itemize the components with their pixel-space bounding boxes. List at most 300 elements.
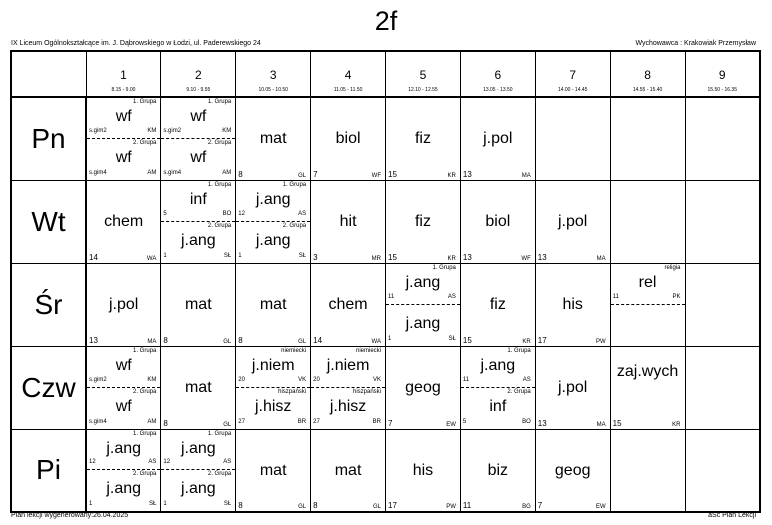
subject-name: j.ang <box>106 439 142 457</box>
subject-name: j.ang <box>405 273 441 291</box>
lesson <box>87 264 160 346</box>
subject-name: mat <box>334 461 362 479</box>
teacher-code: KR <box>447 172 456 179</box>
teacher-code: BR <box>372 418 381 425</box>
subject-name: j.pol <box>558 378 588 396</box>
subject-name: j.pol <box>483 130 513 147</box>
lesson-cell[interactable] <box>610 263 685 346</box>
teacher-code: WA <box>146 255 157 262</box>
period-time: 15.50 - 16.35 <box>707 87 737 93</box>
period-header <box>386 51 461 97</box>
room-number: 11 <box>462 501 472 510</box>
lesson-cell[interactable] <box>86 429 161 512</box>
app-brand: aSc Plan Lekcji <box>708 512 756 519</box>
group-label: religia <box>664 264 681 271</box>
group-lesson-top[interactable] <box>461 347 535 388</box>
lesson-cell[interactable] <box>386 263 461 346</box>
lesson-cell[interactable] <box>311 263 386 346</box>
group-label: 2. Grupa <box>207 222 232 229</box>
lesson <box>236 264 310 346</box>
lesson <box>461 98 535 180</box>
split-lesson <box>87 347 160 429</box>
day-row <box>11 180 760 263</box>
teacher-code: KM <box>147 376 157 383</box>
lesson <box>611 347 685 429</box>
lesson <box>461 181 535 263</box>
room-number: 1 <box>238 252 242 259</box>
teacher-code: WF <box>371 172 381 179</box>
room-number: 13 <box>537 252 547 262</box>
room-number: s.gim4 <box>163 169 182 176</box>
lesson <box>87 181 160 263</box>
room-number: 11 <box>612 293 619 300</box>
lesson-cell[interactable] <box>161 346 236 429</box>
period-number: 7 <box>569 68 577 82</box>
day-row <box>11 263 760 346</box>
room-number: 11 <box>462 376 470 383</box>
empty-cell <box>535 97 610 180</box>
group-label: 1. Grupa <box>207 99 232 105</box>
room-number: s.gim2 <box>89 127 107 134</box>
group-lesson-top[interactable] <box>311 347 385 388</box>
day-name: Czw <box>11 346 86 429</box>
day-row <box>11 429 760 512</box>
subject-name: j.niem <box>251 356 295 374</box>
period-time: 9.10 - 9.55 <box>186 87 211 93</box>
subject-name: wf <box>115 356 132 374</box>
group-label: 1. Grupa <box>133 99 157 105</box>
group-lesson-top[interactable] <box>611 264 685 305</box>
room-number: 13 <box>462 252 472 262</box>
room-number: 12 <box>238 210 245 217</box>
lesson-cell[interactable] <box>161 180 236 263</box>
subject-name: chem <box>104 212 144 230</box>
teacher-code: GL <box>298 172 307 179</box>
group-label: 2. Grupa <box>282 222 307 229</box>
period-time: 13.05 - 13.50 <box>483 87 513 93</box>
subject-name: biol <box>335 130 361 147</box>
empty-cell <box>610 429 685 512</box>
subject-name: mat <box>259 130 287 147</box>
group-label: hiszpański <box>278 388 307 395</box>
group-label: niemiecki <box>355 347 381 354</box>
empty-cell <box>685 429 760 512</box>
empty-cell <box>610 97 685 180</box>
teacher-code: PW <box>446 504 456 510</box>
group-label: niemiecki <box>281 347 307 354</box>
subject-name: j.hisz <box>254 397 292 415</box>
school-name: IX Liceum Ogólnokształcące im. J. Dąbrowskiego w Łodzi, ul. Paderewskiego 24 <box>11 40 261 47</box>
split-lesson <box>236 347 310 429</box>
day-name: Pn <box>11 97 86 180</box>
lesson <box>161 264 235 346</box>
day-name: Wt <box>11 180 86 263</box>
lesson-cell[interactable] <box>386 180 461 263</box>
empty-cell <box>610 180 685 263</box>
day-row <box>11 346 760 429</box>
room-number: 8 <box>163 335 168 345</box>
group-label: 1. Grupa <box>207 181 232 188</box>
subject-name: his <box>412 461 434 479</box>
lesson-cell[interactable] <box>236 97 311 180</box>
group-lesson-top[interactable] <box>161 181 235 222</box>
room-number: 27 <box>313 418 320 425</box>
split-lesson <box>236 181 310 263</box>
group-label: 1. Grupa <box>207 430 232 437</box>
room-number: 20 <box>313 376 320 383</box>
period-time: 12.10 - 12.55 <box>408 87 438 93</box>
split-lesson <box>87 98 160 180</box>
period-number: 4 <box>344 68 352 82</box>
teacher-code: SŁ <box>223 501 232 507</box>
room-number: 14 <box>89 252 98 262</box>
room-number: s.gim4 <box>89 169 107 176</box>
group-label: 2. Grupa <box>133 471 157 478</box>
group-lesson-bottom[interactable] <box>87 388 160 429</box>
room-number: s.gim2 <box>163 127 182 134</box>
lesson <box>311 264 385 346</box>
teacher-code: PW <box>595 338 606 345</box>
subject-name: wf <box>115 397 132 415</box>
subject-name: j.ang <box>255 231 291 249</box>
teacher-code: MR <box>371 255 381 262</box>
lesson-cell[interactable] <box>161 429 236 512</box>
teacher-code: AM <box>147 418 157 425</box>
group-lesson-bottom[interactable] <box>311 388 385 429</box>
day-name: Śr <box>11 263 86 346</box>
group-lesson-top[interactable] <box>161 98 235 139</box>
lesson <box>311 98 385 180</box>
lesson <box>386 347 460 429</box>
period-header <box>535 51 610 97</box>
subject-name: j.niem <box>326 356 370 374</box>
lesson-cell[interactable] <box>161 97 236 180</box>
subject-name: j.pol <box>109 295 139 313</box>
lesson-cell[interactable] <box>386 346 461 429</box>
period-header <box>610 51 685 97</box>
group-lesson-top[interactable] <box>87 98 160 139</box>
group-label: 2. Grupa <box>207 471 232 478</box>
group-label: 2. Grupa <box>133 139 157 146</box>
lesson-cell[interactable] <box>236 429 311 512</box>
room-number: 8 <box>238 501 243 510</box>
lesson-cell[interactable] <box>460 97 535 180</box>
teacher-code: AS <box>298 210 307 217</box>
period-header <box>161 51 236 97</box>
period-header <box>460 51 535 97</box>
lesson-cell[interactable] <box>236 346 311 429</box>
empty-cell <box>685 263 760 346</box>
subject-name: j.ang <box>480 356 516 374</box>
subject-name: mat <box>184 378 212 396</box>
room-number: 20 <box>238 376 245 383</box>
group-label: 2. Grupa <box>507 388 531 395</box>
lesson-cell[interactable] <box>86 97 161 180</box>
lesson <box>386 181 460 263</box>
lesson <box>536 430 610 512</box>
room-number: s.gim2 <box>89 376 107 383</box>
lesson-cell[interactable] <box>311 180 386 263</box>
teacher-code: BR <box>297 418 307 425</box>
teacher-code: EW <box>595 504 606 510</box>
teacher-code: WF <box>521 255 531 262</box>
split-lesson <box>161 430 235 512</box>
teacher-code: VK <box>298 376 307 383</box>
lesson-cell[interactable] <box>311 429 386 512</box>
teacher-code: SŁ <box>448 335 456 342</box>
teacher-code: AS <box>447 293 456 300</box>
subject-name: geog <box>405 378 441 396</box>
teacher-code: MA <box>596 255 606 262</box>
subject-name: fiz <box>414 212 431 230</box>
subject-name: mat <box>259 295 287 313</box>
subject-name: wf <box>115 108 132 125</box>
period-number: 5 <box>419 68 427 82</box>
room-number: 7 <box>388 418 393 428</box>
teacher-code: KM <box>147 127 157 134</box>
subject-name: chem <box>328 295 368 313</box>
lesson <box>536 181 610 263</box>
subject-name: mat <box>259 461 287 479</box>
lesson-cell[interactable] <box>86 263 161 346</box>
group-lesson-bottom[interactable] <box>461 388 535 429</box>
group-lesson-top[interactable] <box>87 347 160 388</box>
day-name: Pi <box>11 429 86 512</box>
room-number: 3 <box>313 252 318 262</box>
group-lesson-bottom[interactable] <box>87 139 160 180</box>
room-number: 15 <box>388 252 397 262</box>
teacher-code: MA <box>521 172 531 179</box>
lesson-cell[interactable] <box>460 180 535 263</box>
teacher-code: KR <box>672 421 681 428</box>
lesson <box>236 430 310 512</box>
teacher-code: GL <box>298 338 307 345</box>
room-number: 17 <box>388 501 397 510</box>
teacher-code: AM <box>147 169 157 176</box>
room-number: 14 <box>313 335 323 345</box>
teacher-code: PK <box>672 293 681 300</box>
subject-name: inf <box>189 190 207 208</box>
period-header <box>86 51 161 97</box>
group-label: 1. Grupa <box>507 347 531 354</box>
period-time: 10.05 - 10.50 <box>258 87 288 93</box>
period-header <box>685 51 760 97</box>
day-row <box>11 97 760 180</box>
group-lesson-bottom[interactable] <box>386 305 460 346</box>
room-number: 1 <box>163 501 167 507</box>
lesson-cell[interactable] <box>236 180 311 263</box>
teacher-code: WA <box>371 338 381 345</box>
subject-name: j.ang <box>106 480 142 498</box>
room-number: 13 <box>462 169 472 179</box>
lesson <box>386 98 460 180</box>
lesson <box>386 430 460 512</box>
lesson-cell[interactable] <box>86 346 161 429</box>
room-number: 13 <box>537 418 547 428</box>
subject-name: biz <box>487 461 509 479</box>
room-number: 27 <box>238 418 245 425</box>
period-header-row <box>11 51 760 97</box>
period-time: 14.55 - 15.40 <box>632 87 663 93</box>
subject-name: j.hisz <box>329 397 367 415</box>
period-number: 2 <box>194 68 202 82</box>
group-label: 1. Grupa <box>133 430 157 437</box>
period-header <box>311 51 386 97</box>
teacher-code: MA <box>147 338 157 345</box>
teacher-code: AM <box>222 169 232 176</box>
period-time: 11.05 - 11.50 <box>333 87 363 93</box>
subject-name: his <box>562 295 583 313</box>
lesson-cell[interactable] <box>386 429 461 512</box>
group-lesson-bottom[interactable] <box>161 470 235 511</box>
room-number: 7 <box>313 169 318 179</box>
group-label: 2. Grupa <box>133 388 157 395</box>
lesson-cell[interactable] <box>460 429 535 512</box>
room-number: 1 <box>163 252 167 259</box>
timetable <box>10 50 761 513</box>
room-number: 1 <box>89 501 93 507</box>
subject-name: mat <box>184 295 212 313</box>
group-lesson-top[interactable] <box>236 347 310 388</box>
corner-cell <box>11 51 86 97</box>
period-number: 9 <box>718 68 726 82</box>
room-number: 15 <box>388 169 397 179</box>
teacher-code: AS <box>148 459 157 466</box>
split-lesson <box>161 181 235 263</box>
lesson <box>461 264 535 346</box>
group-lesson-bottom[interactable] <box>236 222 310 263</box>
teacher-code: KR <box>447 255 456 262</box>
group-lesson-bottom[interactable] <box>161 222 235 263</box>
period-number: 1 <box>120 68 127 82</box>
subject-name: wf <box>190 108 207 125</box>
lesson-cell[interactable] <box>311 97 386 180</box>
room-number: 1 <box>388 335 392 342</box>
lesson <box>311 181 385 263</box>
subject-name: hit <box>339 212 357 230</box>
group-label: 2. Grupa <box>207 139 232 146</box>
room-number: 11 <box>388 293 395 300</box>
lesson-cell[interactable] <box>86 180 161 263</box>
group-label: hiszpański <box>352 388 381 395</box>
room-number: 8 <box>238 169 243 179</box>
lesson-cell[interactable] <box>535 429 610 512</box>
lesson-cell[interactable] <box>610 346 685 429</box>
subject-name: j.ang <box>405 314 441 332</box>
lesson <box>536 347 610 429</box>
subject-name: wf <box>115 148 132 166</box>
teacher-code: EW <box>446 421 456 428</box>
room-number: 7 <box>537 501 543 510</box>
split-lesson <box>161 98 235 180</box>
room-number: s.gim4 <box>89 418 107 425</box>
room-number: 13 <box>89 335 98 345</box>
empty-cell <box>685 97 760 180</box>
split-lesson <box>87 430 160 512</box>
room-number: 8 <box>238 335 243 345</box>
teacher-code: AS <box>223 459 232 466</box>
subject-name: geog <box>554 461 591 479</box>
room-number: 5 <box>163 210 167 217</box>
room-number: 15 <box>612 418 622 428</box>
room-number: 17 <box>537 335 547 345</box>
group-lesson-bottom[interactable] <box>161 139 235 180</box>
lesson <box>536 264 610 346</box>
group-label: 1. Grupa <box>432 264 456 271</box>
teacher-code: GL <box>372 504 381 510</box>
group-lesson-bottom[interactable] <box>236 388 310 429</box>
class-title: 2f <box>374 6 398 36</box>
group-lesson-top[interactable] <box>161 430 235 471</box>
room-number: 12 <box>89 459 96 466</box>
split-lesson <box>386 264 460 346</box>
subject-name: j.ang <box>180 231 216 249</box>
lesson <box>461 430 535 512</box>
lesson <box>236 98 310 180</box>
lesson-cell[interactable] <box>161 263 236 346</box>
subject-name: rel <box>638 273 657 291</box>
teacher-code: VK <box>372 376 381 383</box>
lesson-cell[interactable] <box>460 263 535 346</box>
subject-name: j.ang <box>180 439 216 457</box>
period-header <box>236 51 311 97</box>
group-lesson-top[interactable] <box>87 430 160 471</box>
split-lesson <box>611 264 685 346</box>
teacher-code: SŁ <box>223 252 232 259</box>
teacher-code: BO <box>522 418 531 425</box>
lesson-cell[interactable] <box>386 97 461 180</box>
generated-date: Plan lekcji wygenerowany:26.04.2025 <box>11 512 129 519</box>
room-number: 15 <box>462 335 472 345</box>
lesson-cell[interactable] <box>535 346 610 429</box>
teacher-code: SŁ <box>298 252 307 259</box>
lesson <box>161 347 235 429</box>
lesson-cell[interactable] <box>535 263 610 346</box>
teacher-code: GL <box>223 421 232 428</box>
period-number: 8 <box>644 68 651 82</box>
teacher-code: SŁ <box>149 501 157 507</box>
period-time: 14.00 - 14.45 <box>557 87 588 93</box>
group-lesson-top[interactable] <box>386 264 460 305</box>
period-number: 3 <box>269 68 277 82</box>
teacher-code: BG <box>522 504 531 510</box>
group-lesson-bottom[interactable] <box>87 470 160 511</box>
subject-name: fiz <box>489 295 506 313</box>
group-label: 1. Grupa <box>133 347 157 354</box>
period-number: 6 <box>494 68 502 82</box>
teacher-code: BO <box>222 210 232 217</box>
lesson-cell[interactable] <box>236 263 311 346</box>
subject-name: inf <box>489 397 507 415</box>
subject-name: j.pol <box>558 212 588 230</box>
lesson-cell[interactable] <box>535 180 610 263</box>
period-time: 8.15 - 9.00 <box>111 87 136 93</box>
group-lesson-top[interactable] <box>236 181 310 222</box>
split-lesson <box>461 347 535 429</box>
lesson <box>311 430 385 512</box>
lesson-cell[interactable] <box>460 346 535 429</box>
room-number: 8 <box>313 501 318 510</box>
teacher-code: GL <box>223 338 232 345</box>
room-number: 12 <box>163 459 171 466</box>
teacher-code: KM <box>222 127 232 134</box>
subject-name: zaj.wych <box>616 362 679 380</box>
lesson-cell[interactable] <box>311 346 386 429</box>
empty-cell <box>685 180 760 263</box>
teacher-code: AS <box>522 376 531 383</box>
split-lesson <box>311 347 385 429</box>
subject-name: j.ang <box>180 480 216 498</box>
